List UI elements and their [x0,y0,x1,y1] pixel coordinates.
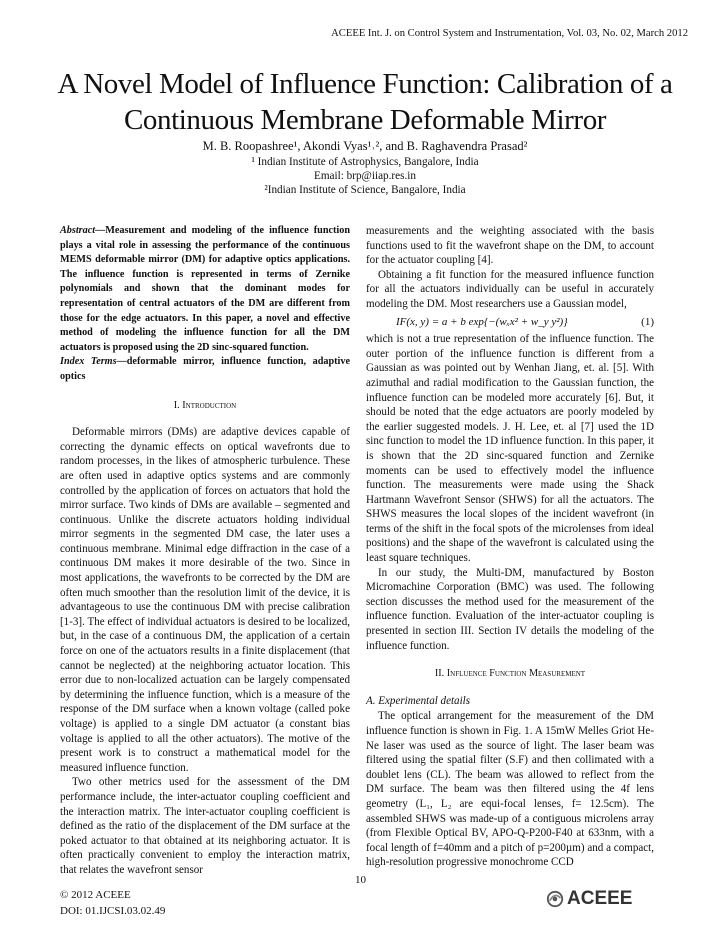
abstract [60,224,350,355]
section-heading-introduction: I. Introduction [173,399,237,411]
affiliation-2: ²Indian Institute of Science, Bangalore, India [264,184,466,196]
index-terms-label: Index Terms— [60,356,127,368]
equation-1 [366,315,654,330]
journal-header: ACEEE Int. J. on Control System and Instrumentation, Vol. 03, No. 02, March 2012 [331,28,688,39]
logo-text: ACEEE [567,888,633,909]
page-number: 10 [355,874,366,886]
index-terms [60,355,350,384]
copyright: © 2012 ACEEE [60,889,131,901]
right-paragraph-5: The optical arrangement for the measurement of the DM influence function is shown in Fig. 1. A 15mW Melles Griot He-Ne laser was used as the source of light. The laser beam was filtered using the spatial filter (S.F) and then collimated with a doublet lens (CL). The beam was allowed to reflect from the DM surface. The beam was then filtered using the 4f lens geometry (L₁, L₂ are equi-focal lenses, f= 12.5cm). The assembled SHWS was made-up of a contiguous microlens array (from Flexible Optical BV, APO-Q-P200-F40 at 633nm, with a focal length of f=40mm and a pitch of p=200µm) and a compact, high-resolution progressive monochrome CCD [366,710,654,869]
subsection-heading-experimental: A. Experimental details [366,694,471,707]
abstract-label: Abstract— [60,225,106,236]
abstract-text: Measurement and modeling of the influence function plays a vital role in assessing the performance of the continuous MEMS deformable mirror (DM) for adaptive optics applications. The influence function is represented in terms of Zernike polynomials and shown that the dominant modes for representation of central actuators of the DM are different from those for the edge actuators. In this paper, a novel and effective method of modeling the influence function for all the DM actuators is proposed using the 2D sinc-squared function. [60,225,350,353]
left-column [60,224,350,878]
equation-body: IF(x, y) = a + b exp{−(wₓx² + w_y y²)} [396,315,568,328]
author-email: Email: brp@iiap.res.in [314,170,416,182]
title-line-1: A Novel Model of Influence Function: Calibration of a [57,68,673,100]
title-line-2: Continuous Membrane Deformable Mirror [123,104,607,136]
right-paragraph-1: measurements and the weighting associated with the basis functions used to fit the wavefront shape on the DM, to account for the actuator coupling [4]. [366,225,654,267]
intro-paragraph-2: Two other metrics used for the assessment of the DM performance include, the inter-actuator coupling coefficient and the interaction matrix. The inter-actuator coupling coefficient is defined as the ratio of the displacement of the DM surface at the poked actuator to that obtained at its neighboring actuator. It is often practically convenient to employ the interaction matrix, that relates the wavefront sensor [60,776,350,876]
doi: DOI: 01.IJCSI.03.02.49 [60,905,166,917]
right-column [366,224,654,870]
authors: M. B. Roopashree¹, Akondi Vyas¹˒², and B. Raghavendra Prasad² [202,139,528,153]
intro-paragraph-1: Deformable mirrors (DMs) are adaptive devices capable of correcting the dynamic effects on optical wavefronts due to random processes, in the likes of atmospheric turbulence. These are often used in adaptive optics systems and are commonly controlled by the application of forces on actuators that hold the mirror surface. Two kinds of DMs are available – segmented and continuous. Unlike the discrete actuators holding individual mirror segments in the segmented DM case, the later uses a continuous membrane. Minimal edge diffraction in the case of a continuous DM makes it more desirable of the two. Since in most applications, the wavefronts to be corrected by the DM are often much smoother than the resolution limit of the device, it is advantageous to use the continuous DM with precise calibration [1-3]. The effect of individual actuators is desired to be localized, but, in the case of a continuous DM, the application of a certain force on one of the actuators results in a finite displacement (that cannot be neglected) at the neighboring actuator location. This error due to non-localized actuation can be largely compensated by determining the influence function, which is a measure of the response of the DM surface when a known voltage (called poke voltage) is applied to a single DM actuator (a constant bias voltage is applied to all the other actuators). The motive of the present work is to construct a mathematical model for the measured influence function. [60,426,350,774]
right-paragraph-2: Obtaining a fit function for the measured influence function for all the actuators individually can be useful in accurately modeling the DM. Most researchers use a Gaussian model, [366,268,654,310]
equation-number: (1) [641,315,654,328]
affiliation-1: ¹ Indian Institute of Astrophysics, Bangalore, India [251,156,479,168]
right-paragraph-3: which is not a true representation of the influence function. The outer portion of the influence function is different from a Gaussian as was pointed out by Wenhan Jiang, et. al. [5]. With azimuthal and radial modification to the Gaussian function, the influence function can be modeled more accurately [6]. But, it should be noted that the edge actuators are poorly modeled by the earlier suggested models. J. H. Lee, et. al [7] used the 1D sinc function to model the 1D influence function. In this paper, it is shown that the 2D sinc-squared function and Zernike moments can be used to effectively model the influence function. The measurements were made using the Shack Hartmann Wavefront Sensor (SHWS) for all the actuators. The SHWS measures the local slopes of the incident wavefront (in terms of the shift in the focal spots of the microlenses from ideal positions) and the shape of the wavefront is calculated using the least square techniques. [366,333,654,565]
paper-title [40,66,690,138]
logo-swirl-icon [546,890,564,908]
index-terms-text: deformable mirror, influence function, adaptive optics [60,356,350,382]
publisher-logo [546,888,632,910]
right-paragraph-4: In our study, the Multi-DM, manufactured by Boston Micromachine Corporation (BMC) was used. The following section discusses the method used for the measurement of the influence function. Evaluation of the inter-actuator coupling is presented in section III. Section IV details the modeling of the influence function. [366,566,654,652]
section-heading-measurement: II. Influence Function Measurement [434,668,586,680]
